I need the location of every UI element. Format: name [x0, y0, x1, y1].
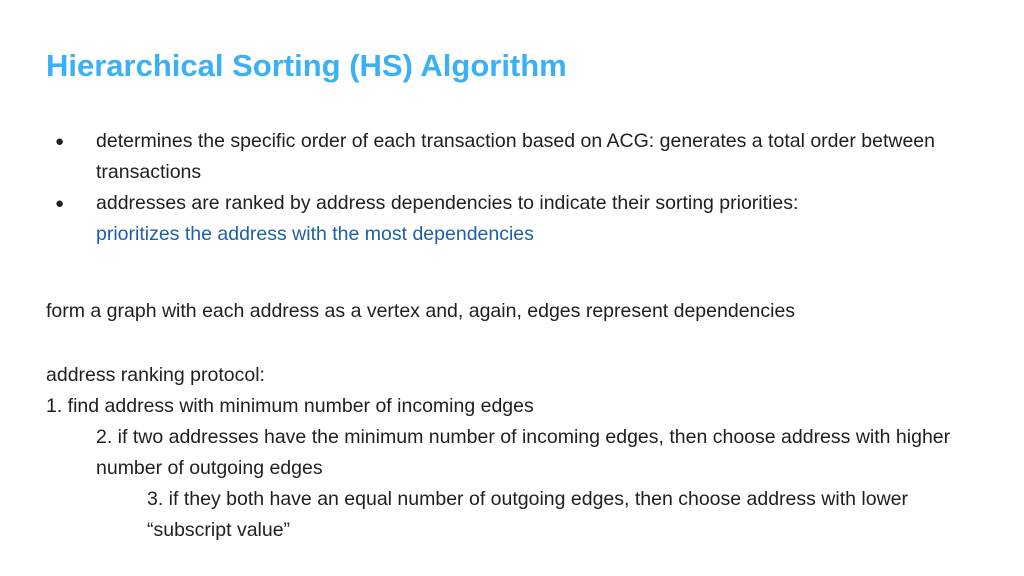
- protocol-section: [46, 360, 996, 546]
- bullet-item: [46, 126, 986, 188]
- bullet-item: [46, 188, 986, 250]
- bullet-text: determines the specific order of each transaction based on ACG: generates a total order between transactions: [96, 130, 935, 183]
- bullet-dot-icon: ●: [55, 133, 65, 150]
- bullet-dot-icon: ●: [55, 195, 65, 212]
- graph-description: form a graph with each address as a vertex and, again, edges represent dependencies: [46, 300, 796, 322]
- bullet-highlight-text: prioritizes the address with the most dependencies: [96, 223, 534, 245]
- bullet-text: addresses are ranked by address dependencies to indicate their sorting priorities:: [96, 192, 799, 214]
- slide-title: Hierarchical Sorting (HS) Algorithm: [46, 48, 567, 83]
- protocol-heading: address ranking protocol:: [46, 364, 265, 386]
- bullet-list: [46, 126, 986, 250]
- protocol-step-2: 2. if two addresses have the minimum number of incoming edges, then choose address with higher number of outgoing edges: [96, 426, 951, 479]
- protocol-step-1: 1. find address with minimum number of incoming edges: [46, 395, 534, 417]
- protocol-step-3: 3. if they both have an equal number of outgoing edges, then choose address with lower “subscript value”: [147, 488, 909, 541]
